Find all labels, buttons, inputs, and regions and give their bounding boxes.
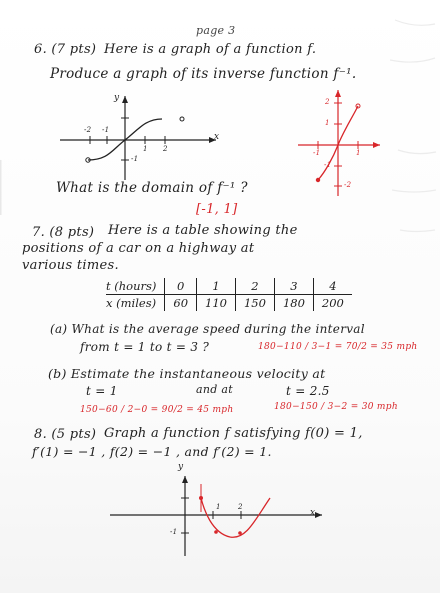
table-cell: 200 — [321, 296, 344, 310]
table-cell: 180 — [274, 295, 313, 312]
graph-inv-tick: 1 — [356, 149, 361, 157]
table-row-label: x (miles) — [106, 295, 165, 312]
graph-inv-tick: -1 — [313, 149, 321, 157]
q6-line2: Produce a graph of its inverse function f⁻¹. — [50, 66, 357, 82]
q7b-t1: t = 1 — [86, 384, 118, 398]
graph-f-tick: -2 — [84, 126, 92, 134]
table-cell: 110 — [197, 295, 236, 312]
table-cell: 2 — [235, 278, 274, 295]
q6-domain-question: What is the domain of f⁻¹ ? — [56, 180, 248, 196]
graph-inv-tick: 1 — [325, 119, 330, 127]
q7b-answer-1: 150−60 / 2−0 = 90/2 = 45 mph — [80, 405, 234, 415]
graph-q8-tick: 1 — [216, 503, 221, 511]
q7-line2: positions of a car on a highway at — [22, 241, 255, 256]
table-cell: 3 — [274, 278, 313, 295]
graph-q8-tick: -1 — [170, 528, 178, 536]
q8-line1: Graph a function f satisfying f(0) = 1, — [104, 426, 363, 441]
table-cell: 60 — [165, 295, 197, 312]
q7a-answer: 180−110 / 3−1 = 70/2 = 35 mph — [258, 342, 418, 352]
q6-number: 6. (7 pts) — [34, 42, 97, 57]
q6-line1: Here is a graph of a function f. — [104, 42, 317, 57]
q7b-answer-2: 180−150 / 3−2 = 30 mph — [274, 402, 398, 412]
q8-line2: f′(1) = −1 , f(2) = −1 , and f′(2) = 1. — [32, 444, 272, 459]
q7-line1: Here is a table showing the — [108, 223, 298, 238]
graph-f-x-label: x — [214, 132, 220, 142]
page-label: page 3 — [196, 24, 236, 37]
table-row-label: t (hours) — [106, 278, 165, 295]
graph-f-tick: -1 — [131, 155, 139, 163]
graph-q8-y-label: y — [178, 462, 184, 472]
table-cell: 4 — [313, 278, 351, 295]
q8-number: 8. (5 pts) — [34, 427, 97, 442]
graph-q8-x-label: x — [310, 508, 316, 518]
table-cell: 1 — [197, 278, 236, 295]
graph-f-tick: 2 — [163, 145, 168, 153]
graph-q8-tick: 2 — [238, 503, 243, 511]
q7b-and-at: and at — [196, 383, 233, 396]
graph-f-tick: 1 — [143, 145, 148, 153]
graph-f-tick: -1 — [102, 126, 110, 134]
q6-domain-answer: [-1, 1] — [196, 202, 238, 217]
q7b-line1: (b) Estimate the instantaneous velocity at — [48, 366, 326, 381]
q7-line3: various times. — [22, 258, 119, 273]
graph-f-y-label: y — [114, 93, 120, 103]
graph-inv-tick: -2 — [344, 181, 352, 189]
graph-inv-tick: 2 — [325, 98, 330, 106]
q7-number: 7. (8 pts) — [32, 225, 95, 240]
table-cell: 150 — [235, 295, 274, 312]
q7a-line2: from t = 1 to t = 3 ? — [80, 340, 210, 354]
graph-inv-tick: -1 — [324, 161, 332, 169]
table-cell: 0 — [165, 278, 197, 295]
q7a-line1: (a) What is the average speed during the interval — [50, 322, 365, 336]
q7b-t2: t = 2.5 — [286, 384, 330, 398]
